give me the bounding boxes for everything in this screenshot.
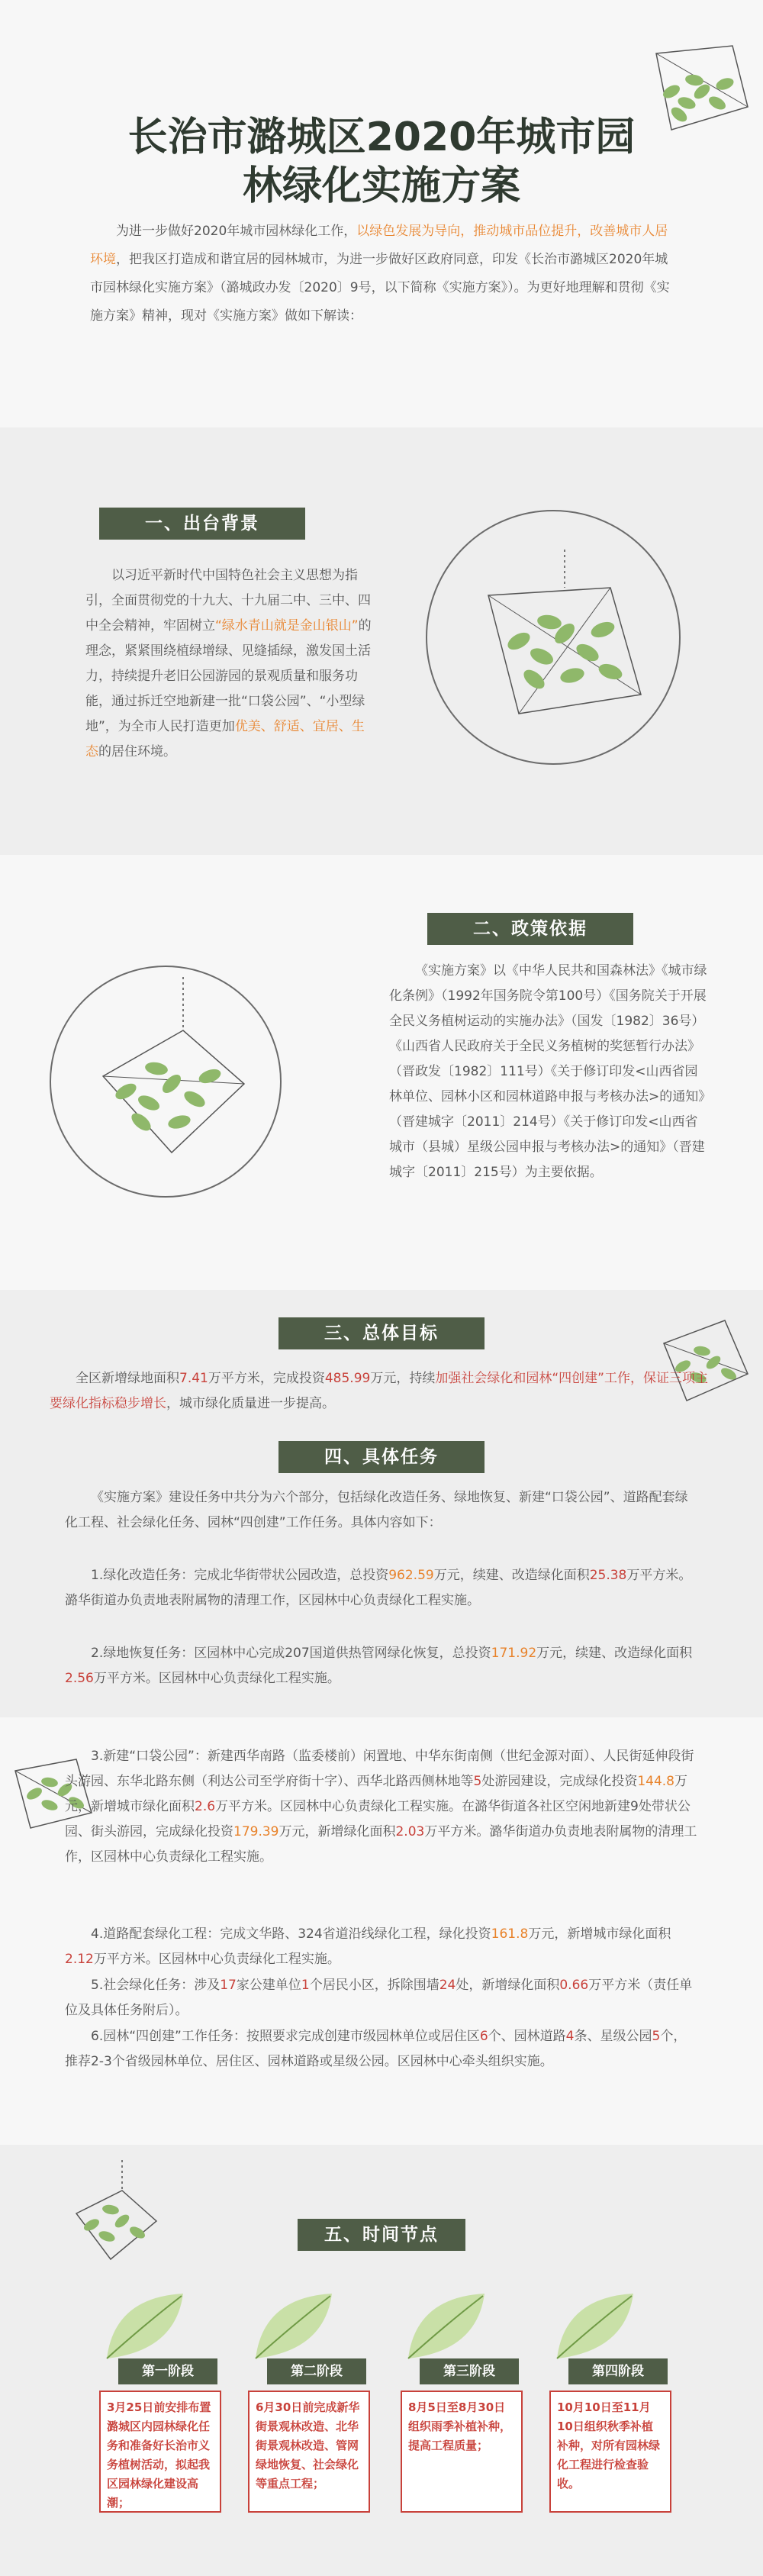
stage-3-text: 组织雨季补植补种，提高工程质量； — [408, 2420, 512, 2452]
stage-2-label: 第二阶段 — [267, 2358, 366, 2384]
task-5-text-e: 万平方米（责任单位及具体任务附后）。 — [65, 1978, 693, 2018]
task-1-value-1: 962.59 — [388, 1568, 434, 1583]
stage-3-label: 第三阶段 — [420, 2358, 519, 2384]
task-5-value-3: 24 — [439, 1978, 456, 1993]
task-6-value-1: 6 — [479, 2029, 488, 2044]
task-4-value-2: 2.12 — [65, 1952, 94, 1967]
stage-4-box — [549, 2391, 671, 2513]
stage-3-date: 8月5日至8月30日 — [408, 2400, 506, 2414]
task-2-text-a: 2.绿地恢复任务：区园林中心完成207国道供热管网绿化恢复，总投资 — [91, 1646, 491, 1661]
stage-4-date: 10月10日至11月10日 — [557, 2400, 651, 2433]
goal-text-3: 万元，持续 — [370, 1371, 436, 1386]
stage-4-text: 组织秋季补植补种，对所有园林绿化工程进行检查验收。 — [557, 2420, 661, 2491]
task-6-value-3: 5 — [652, 2029, 661, 2044]
task-6-text-c: 条、星级公园 — [574, 2029, 652, 2044]
stage-1-text: 前安排布置潞城区内园林绿化任务和准备好长治市义务植树活动，拟起我区园林绿化建设高潮； — [107, 2400, 211, 2510]
task-6-text-a: 6.园林“四创建”工作任务：按照要求完成创建市级园林单位或居住区 — [91, 2029, 480, 2044]
task-3-text-c: 万元，新增城市绿化面积 — [65, 1774, 687, 1814]
page-title — [61, 113, 702, 211]
task-3 — [65, 1744, 698, 1870]
task-3-text-e: 万元，新增绿化面积 — [278, 1824, 396, 1839]
section-badge-timeline: 五、时间节点 — [298, 2219, 465, 2251]
task-5-text-c: 个居民小区，拆除围墙 — [309, 1978, 439, 1993]
goal-text-4: ，城市绿化质量进一步提高。 — [166, 1396, 335, 1411]
timeline-leaf-2 — [248, 2290, 340, 2362]
stage-3-box — [401, 2391, 523, 2513]
goal-highlight: 加强社会绿化和园林“四创建”工作，保证三项主要绿化指标稳步增长 — [50, 1371, 708, 1411]
task-3-value-1: 5 — [473, 1774, 482, 1789]
task-1-text-b: 万元，续建、改造绿化面积 — [433, 1568, 590, 1583]
goal-text-1: 全区新增绿地面积 — [76, 1371, 179, 1386]
task-6-text-b: 个、园林道路 — [488, 2029, 566, 2044]
background-highlight-1: “绿水青山就是金山银山” — [215, 618, 359, 634]
stage-1-label: 第一阶段 — [118, 2358, 217, 2384]
section-badge-goal: 三、总体目标 — [278, 1317, 485, 1349]
task-5-value-4: 0.66 — [559, 1978, 589, 1993]
task-5 — [65, 1973, 698, 2023]
intro-text-1: 为进一步做好2020年城市园林绿化工作， — [116, 224, 357, 239]
timeline-leaf-1 — [99, 2290, 191, 2362]
task-4-text-a: 4.道路配套绿化工程：完成文华路、324省道沿线绿化工程，绿化投资 — [91, 1926, 491, 1942]
task-2 — [65, 1641, 698, 1691]
section-badge-policy: 二、政策依据 — [427, 913, 633, 945]
task-6-text-d: 个，推荐2-3个省级园林单位、居住区、园林道路或星级公园。区园林中心牵头组织实施。 — [65, 2029, 687, 2069]
plant-terrarium-icon — [458, 550, 656, 733]
stage-4-label: 第四阶段 — [568, 2358, 668, 2384]
background-text-2: 的理念，紧紧围绕植绿增绿、见缝插绿，激发国土活力，持续提升老旧公园游园的景观质量和服务功能，通过拆迁空地新建一批“口袋公园”、“小型绿地”，为全市人民打造更加 — [85, 618, 372, 734]
goal-value-area: 7.41 — [179, 1371, 208, 1386]
task-5-text-d: 处，新增绿化面积 — [456, 1978, 560, 1993]
task-1 — [65, 1563, 698, 1614]
stage-1-date: 3月25日 — [107, 2400, 154, 2414]
task-3-text-f: 万平方米。潞华街道办负责地表附属物的清理工作，区园林中心负责绿化工程实施。 — [65, 1824, 697, 1865]
task-1-text-c: 万平方米。潞华街道办负责地表附属物的清理工作，区园林中心负责绿化工程实施。 — [65, 1568, 692, 1608]
task-4-value-1: 161.8 — [491, 1926, 529, 1942]
task-3-text-b: 处游园建设，完成绿化投资 — [481, 1774, 638, 1789]
task-4-text-b: 万元，新增城市绿化面积 — [528, 1926, 671, 1942]
section-badge-tasks: 四、具体任务 — [278, 1441, 485, 1473]
tasks-intro: 《实施方案》建设任务中共分为六个部分，包括绿化改造任务、绿地恢复、新建“口袋公园”、道路配套绿化工程、社会绿化任务、园林“四创建”工作任务。具体内容如下： — [65, 1490, 688, 1530]
background-text-1: 以习近平新时代中国特色社会主义思想为指引，全面贯彻党的十九大、十九届二中、三中、四中全会精神，牢固树立 — [85, 568, 371, 634]
timeline-leaf-4 — [549, 2290, 641, 2362]
background-highlight-2: 优美、舒适、宜居、生态 — [85, 719, 365, 759]
background-paragraph — [85, 563, 375, 765]
task-2-text-b: 万元，续建、改造绿化面积 — [536, 1646, 693, 1661]
task-6 — [65, 2024, 698, 2075]
task-2-value-1: 171.92 — [491, 1646, 537, 1661]
stage-1-box — [99, 2391, 221, 2513]
task-5-value-1: 17 — [220, 1978, 237, 1993]
goal-paragraph — [50, 1366, 713, 1417]
task-4-text-c: 万平方米。区园林中心负责绿化工程实施。 — [93, 1952, 340, 1967]
task-5-text-b: 家公建单位 — [236, 1978, 301, 1993]
background-text-3: 的居住环境。 — [98, 744, 176, 759]
intro-highlight: 以绿色发展为导向，推动城市品位提升，改善城市人居环境 — [90, 224, 668, 267]
task-1-value-2: 25.38 — [589, 1568, 627, 1583]
plant-decoration-timeline — [65, 2160, 164, 2267]
task-3-value-2: 144.8 — [637, 1774, 674, 1789]
task-1-text-a: 1.绿化改造任务：完成北华街带状公园改造，总投资 — [91, 1568, 389, 1583]
task-3-text-d: 万平方米。区园林中心负责绿化工程实施。在潞华街道各社区空闲地新建9处带状公园、街头游园，完成绿化投资 — [65, 1799, 691, 1839]
task-3-value-3: 2.6 — [195, 1799, 216, 1814]
stage-2-text: 前完成新华街景观林改造、北华街景观林改造、管网绿地恢复、社会绿化等重点工程； — [256, 2400, 360, 2491]
task-3-text-a: 3.新建“口袋公园”：新建西华南路（监委楼前）闲置地、中华东街南侧（世纪金源对面）、人民街延伸段街头游园、东华北路东侧（利达公司至学府街十字）、西华北路西侧林地等 — [65, 1749, 694, 1789]
stage-2-date: 6月30日 — [256, 2400, 303, 2414]
title-line-2: 林绿化实施方案 — [242, 163, 520, 209]
task-5-text-a: 5.社会绿化任务：涉及 — [91, 1978, 221, 1993]
goal-value-investment: 485.99 — [324, 1371, 371, 1386]
title-line-1: 长治市潞城区2020年城市园 — [127, 114, 636, 160]
task-6-value-2: 4 — [565, 2029, 575, 2044]
task-2-text-c: 万平方米。区园林中心负责绿化工程实施。 — [93, 1671, 340, 1686]
task-2-value-2: 2.56 — [65, 1671, 94, 1686]
section-badge-background: 一、出台背景 — [99, 508, 305, 540]
task-5-value-2: 1 — [301, 1978, 310, 1993]
task-4 — [65, 1922, 698, 1972]
timeline-leaf-3 — [401, 2290, 492, 2362]
intro-paragraph — [90, 218, 670, 330]
stage-2-box — [248, 2391, 370, 2513]
task-3-value-4: 179.39 — [233, 1824, 279, 1839]
intro-text-2: ，把我区打造成和谐宜居的园林城市，为进一步做好区政府同意，印发《长治市潞城区2020年城市园林绿化实施方案》（潞城政办发〔2020〕9号，以下简称《实施方案》）。为更好地理解和贯彻《实施方案》精神，现对《实施方案》做如下解读： — [90, 252, 670, 324]
goal-text-2: 万平方米，完成投资 — [208, 1371, 325, 1386]
task-3-value-5: 2.03 — [395, 1824, 425, 1839]
plant-terrarium-icon — [80, 977, 256, 1168]
policy-paragraph: 《实施方案》以《中华人民共和国森林法》《城市绿化条例》（1992年国务院令第100号）《国务院关于开展全民义务植树运动的实施办法》（国发〔1982〕36号）《山西省人民政府关于全民义务植树的奖惩暂行办法》（晋政发〔1982〕111号）《关于修订印发<山西省园林单位、园林小区和园林道路申报与考核办法>的通知》（晋建城字〔2011〕214号）《关于修订印发<山西省城市（县城）星级公园申报与考核办法>的通知》（晋建城字〔2011〕215号）为主要依据。 — [389, 963, 707, 1180]
